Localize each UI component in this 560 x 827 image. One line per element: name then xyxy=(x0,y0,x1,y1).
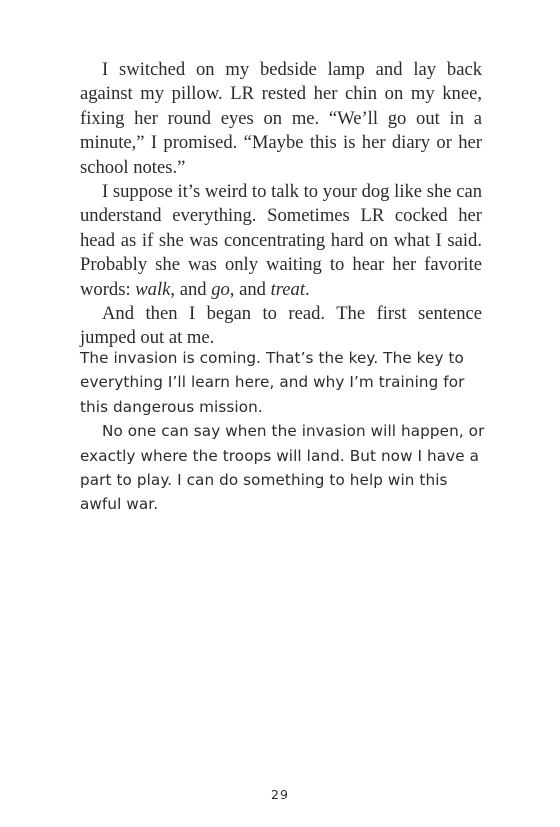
diary-excerpt xyxy=(80,346,490,517)
narrative-paragraph-2-end: . xyxy=(305,278,310,300)
diary-paragraph-1: The invasion is coming. That’s the key. The key to everything I’ll learn here, and why I’m training for this dangerous mission. xyxy=(80,349,465,416)
narrative-paragraph-2-text: I suppose it’s weird to talk to your dog like she can understand everything. Sometimes LR cocked her head as if she was concentrating hard on what I said. Probably she was only waiting to hear her favorite words: xyxy=(80,181,482,300)
narrative-paragraph-2-separator: , and xyxy=(170,278,212,300)
emphasis-go: go xyxy=(211,278,230,300)
narrative-paragraph-2-separator: , and xyxy=(229,278,271,300)
emphasis-walk: walk xyxy=(135,278,171,300)
narrative-paragraph-3: And then I began to read. The first sentence jumped out at me. xyxy=(80,303,482,349)
page-number: 29 xyxy=(271,787,289,802)
narrative-paragraph-1: I switched on my bedside lamp and lay back against my pillow. LR rested her chin on my knee, fixing her round eyes on me. “We’ll go out in a minute,” I promised. “Maybe this is her diary or her school notes.” xyxy=(80,59,482,178)
diary-paragraph-2: No one can say when the invasion will happen, or exactly where the troops will land. But now I have a part to play. I can do something to help win this awful war. xyxy=(80,422,485,514)
emphasis-treat: treat xyxy=(270,278,306,300)
narrative-text xyxy=(80,58,482,351)
narrative-paragraph-2 xyxy=(80,180,482,302)
